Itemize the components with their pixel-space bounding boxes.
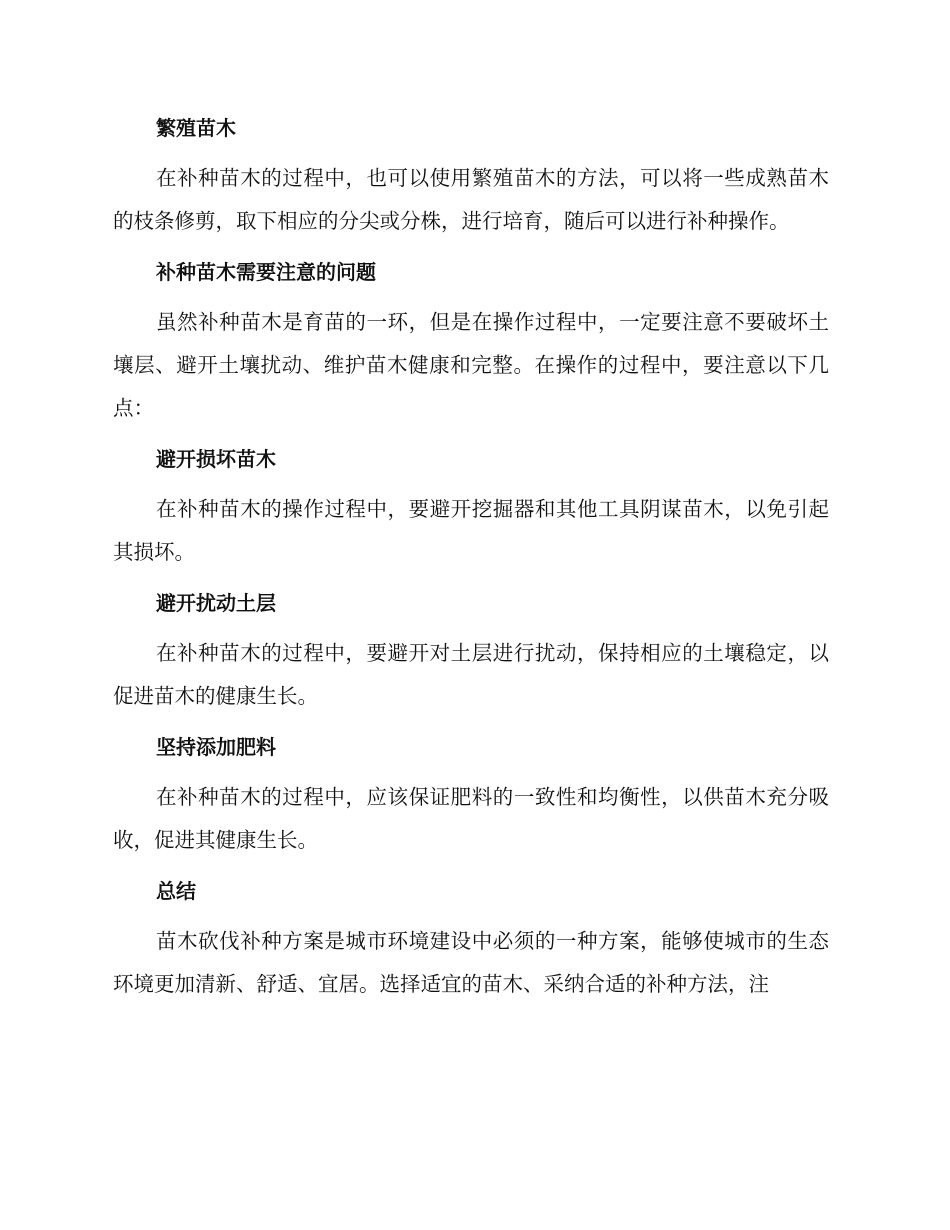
section-heading-avoid-disturbance: 避开扰动土层 xyxy=(156,591,276,615)
section-heading-breeding: 繁殖苗木 xyxy=(156,116,236,140)
section-body-fertilizer: 在补种苗木的过程中，应该保证肥料的一致性和均衡性，以供苗木充分吸收，促进其健康生长。 xyxy=(113,785,829,852)
section-heading-avoid-damage: 避开损坏苗木 xyxy=(156,447,276,471)
section-heading-summary: 总结 xyxy=(156,879,196,903)
section-body-precautions: 虽然补种苗木是育苗的一环，但是在操作过程中，一定要注意不要破坏土壤层、避开土壤扰动、维护苗木健康和完整。在操作的过程中，要注意以下几点： xyxy=(113,310,829,420)
section-body-summary: 苗木砍伐补种方案是城市环境建设中必须的一种方案，能够使城市的生态环境更加清新、舒适、宜居。选择适宜的苗木、采纳合适的补种方法，注 xyxy=(113,929,829,996)
section-body-avoid-damage: 在补种苗木的操作过程中，要避开挖掘器和其他工具阴谋苗木，以免引起其损坏。 xyxy=(113,497,829,564)
document-content xyxy=(113,108,829,1015)
section-body-avoid-disturbance: 在补种苗木的过程中，要避开对土层进行扰动，保持相应的土壤稳定，以促进苗木的健康生长。 xyxy=(113,641,829,708)
section-body-breeding: 在补种苗木的过程中，也可以使用繁殖苗木的方法，可以将一些成熟苗木的枝条修剪，取下相应的分尖或分株，进行培育，随后可以进行补种操作。 xyxy=(113,166,829,233)
section-heading-precautions: 补种苗木需要注意的问题 xyxy=(156,260,376,284)
section-heading-fertilizer: 坚持添加肥料 xyxy=(156,735,276,759)
